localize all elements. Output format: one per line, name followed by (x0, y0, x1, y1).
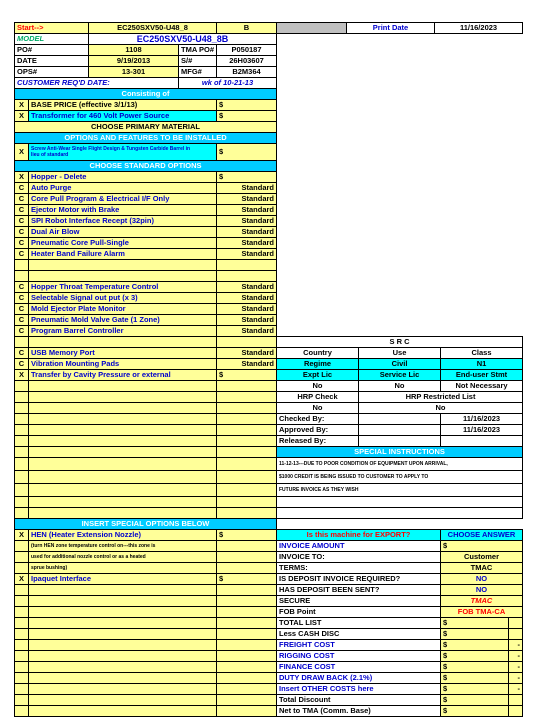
row-value: $ (217, 144, 277, 161)
cost-currency[interactable]: $ (441, 706, 509, 717)
cost-currency[interactable]: $ (441, 651, 509, 662)
src-table (14, 336, 523, 530)
cost-label: DUTY DRAW BACK (2.1%) (277, 673, 441, 684)
export-question: Is this machine for EXPORT? (277, 530, 441, 541)
date-value[interactable]: 9/19/2013 (89, 56, 179, 67)
cost-label: Net to TMA (Comm. Base) (277, 706, 441, 717)
cost-row (15, 651, 523, 662)
hrp-list-value[interactable]: No (359, 403, 523, 414)
sn-value: 26H03607 (217, 56, 277, 67)
deposit-sent-label: HAS DEPOSIT BEEN SENT? (277, 585, 441, 596)
row-value: Standard (217, 348, 277, 359)
tma-po-value: P050187 (217, 45, 277, 56)
row-value: Standard (217, 183, 277, 194)
row-value: Standard (217, 216, 277, 227)
row-value: $ (217, 172, 277, 183)
po-row (15, 45, 523, 56)
cost-row (15, 662, 523, 673)
standard-header: CHOOSE STANDARD OPTIONS (15, 161, 277, 172)
src-col-country: Country (277, 348, 359, 359)
special-line-3: FUTURE INVOICE AS THEY WISH (277, 484, 523, 497)
src-civil: Civil (359, 359, 441, 370)
row-value: Standard (217, 315, 277, 326)
ops-label: OPS# (15, 67, 89, 78)
released-by-label: Released By: (277, 436, 359, 447)
quote-sheet (14, 22, 522, 717)
hen-note-3: sprue bushing) (29, 563, 217, 574)
tma-po-label: TMA PO# (179, 45, 217, 56)
cost-row (15, 706, 523, 717)
row-label: Selectable Signal out put (x 3) (29, 293, 217, 304)
quote-table (14, 22, 523, 172)
date-label: DATE (15, 56, 89, 67)
cost-currency[interactable]: $ (441, 695, 509, 706)
hen-value: $ (217, 530, 277, 541)
model-value: EC250SXV50-U48_8B (89, 34, 277, 45)
standard-option-row (15, 172, 523, 183)
row-mark[interactable]: C (15, 227, 29, 238)
row-value: Standard (217, 326, 277, 337)
ops-row (15, 67, 523, 78)
standard-option-row (15, 205, 523, 216)
cost-label: Insert OTHER COSTS here (277, 684, 441, 695)
date-row (15, 56, 523, 67)
standard-option-row (15, 282, 523, 293)
src-not-necessary[interactable]: Not Necessary (441, 381, 523, 392)
transformer-row (15, 111, 523, 122)
sn-label: S/# (179, 56, 217, 67)
row-label: Screw Anti-Wear Single Flight Design & Tungsten Carbide Barrel in lieu of standard (29, 144, 217, 161)
row-value: Standard (217, 238, 277, 249)
terms-label: TERMS: (277, 563, 441, 574)
print-date: 11/16/2023 (435, 23, 523, 34)
primary-material[interactable]: CHOOSE PRIMARY MATERIAL (15, 122, 277, 133)
row-value: Standard (217, 227, 277, 238)
start-code[interactable]: B (217, 23, 277, 34)
src-col-use: Use (359, 348, 441, 359)
cost-row (15, 618, 523, 629)
row-mark[interactable]: C (15, 194, 29, 205)
row-label: Hopper - Delete (29, 172, 217, 183)
row-label: Auto Purge (29, 183, 217, 194)
ops-value[interactable]: 13-301 (89, 67, 179, 78)
req-date-value: wk of 10-21-13 (179, 78, 277, 89)
src-class-val: N1 (441, 359, 523, 370)
cost-currency[interactable]: $ (441, 662, 509, 673)
base-price-row (15, 100, 523, 111)
cost-label: RIGGING COST (277, 651, 441, 662)
ipaquet-value: $ (217, 574, 277, 585)
row-mark[interactable]: C (15, 304, 29, 315)
row-label: Ejector Motor with Brake (29, 205, 217, 216)
row-mark[interactable]: C (15, 359, 29, 370)
standard-option-row (15, 227, 523, 238)
special-line-1: 11-12-13---DUE TO POOR CONDITION OF EQUIPMENT UPON ARRIVAL, (277, 458, 523, 471)
insert-header: INSERT SPECIAL OPTIONS BELOW (15, 519, 277, 530)
standard-option-row (15, 216, 523, 227)
hrp-list-label: HRP Restricted List (359, 392, 523, 403)
row-mark[interactable]: C (15, 326, 29, 337)
invoice-table (14, 529, 523, 717)
model-row (15, 34, 523, 45)
row-value: Standard (217, 359, 277, 370)
row-mark[interactable]: X (15, 172, 29, 183)
row-label: Pneumatic Core Pull-Single (29, 238, 217, 249)
cost-currency[interactable]: $ (441, 684, 509, 695)
row-mark[interactable]: X (15, 100, 29, 111)
cost-currency[interactable]: $ (441, 629, 509, 640)
start-row (15, 23, 523, 34)
row-mark[interactable]: C (15, 315, 29, 326)
invoice-to-value[interactable]: Customer (441, 552, 523, 563)
row-value: Standard (217, 304, 277, 315)
src-regime: Regime (277, 359, 359, 370)
fob-value[interactable]: FOB TMA-CA (441, 607, 523, 618)
row-value: Standard (217, 282, 277, 293)
cost-dash: - (509, 662, 523, 673)
row-label: Pneumatic Mold Valve Gate (1 Zone) (29, 315, 217, 326)
deposit-sent-value[interactable]: NO (441, 585, 523, 596)
row-value: $ (217, 370, 277, 381)
deposit-req-value[interactable]: NO (441, 574, 523, 585)
row-value: $ (217, 111, 277, 122)
src-enduser: End-user Stmt (441, 370, 523, 381)
row-label: Vibration Mounting Pads (29, 359, 217, 370)
start-label: Start--> (15, 23, 89, 34)
terms-value[interactable]: TMAC (441, 563, 523, 574)
standard-option-row (15, 183, 523, 194)
secure-value[interactable]: TMAC (441, 596, 523, 607)
row-mark[interactable]: C (15, 282, 29, 293)
row-value: Standard (217, 249, 277, 260)
row-value: $ (217, 100, 277, 111)
cost-dash: - (509, 673, 523, 684)
ipaquet-label: Ipaquet Interface (29, 574, 217, 585)
cost-dash: - (509, 651, 523, 662)
row-label: Hopper Throat Temperature Control (29, 282, 217, 293)
standard-option-row (15, 194, 523, 205)
cost-row (15, 640, 523, 651)
standard-option-row (15, 326, 523, 337)
cost-label: TOTAL LIST (277, 618, 441, 629)
checked-by-label: Checked By: (277, 414, 359, 425)
standard-option-row (15, 315, 523, 326)
req-date-row (15, 78, 523, 89)
cost-dash (509, 706, 523, 717)
row-label: Transfer by Cavity Pressure or external (29, 370, 217, 381)
row-label: Mold Ejector Plate Monitor (29, 304, 217, 315)
row-label: Heater Band Failure Alarm (29, 249, 217, 260)
approved-date: 11/16/2023 (441, 425, 523, 436)
row-value: Standard (217, 293, 277, 304)
hen-label: HEN (Heater Extension Nozzle) (29, 530, 217, 541)
secure-label: SECURE (277, 596, 441, 607)
cost-dash: - (509, 684, 523, 695)
standard-option-row (15, 249, 523, 260)
row-label: Program Barrel Controller (29, 326, 217, 337)
src-col-class: Class (441, 348, 523, 359)
consisting-header: Consisting of (15, 89, 277, 100)
src-title: S R C (277, 337, 523, 348)
standard-option-row (15, 304, 523, 315)
hrp-check-value[interactable]: No (277, 403, 359, 414)
req-date-label: CUSTOMER REQ'D DATE: (15, 78, 179, 89)
row-mark[interactable]: C (15, 216, 29, 227)
cost-label: FINANCE COST (277, 662, 441, 673)
row-label: SPI Robot Interface Recept (32pin) (29, 216, 217, 227)
cost-dash (509, 629, 523, 640)
cost-row (15, 695, 523, 706)
row-mark[interactable]: X (15, 574, 29, 585)
row-mark[interactable]: C (15, 249, 29, 260)
hen-note-2: used for additional nozzle control or as a heated (29, 552, 217, 563)
cost-dash (509, 695, 523, 706)
special-instructions-header: SPECIAL INSTRUCTIONS (277, 447, 523, 458)
row-label: Transformer for 460 Volt Power Source (29, 111, 217, 122)
model-label: MODEL (15, 34, 89, 45)
standard-table (14, 171, 523, 337)
options-header: OPTIONS AND FEATURES TO BE INSTALLED (15, 133, 277, 144)
row-value: Standard (217, 205, 277, 216)
row-label: Core Pull Program & Electrical I/F Only (29, 194, 217, 205)
row-mark[interactable]: X (15, 144, 29, 161)
cost-label: FREIGHT COST (277, 640, 441, 651)
invoice-to-label: INVOICE TO: (277, 552, 441, 563)
row-mark[interactable]: X (15, 111, 29, 122)
row-mark[interactable]: C (15, 293, 29, 304)
src-no-2[interactable]: No (359, 381, 441, 392)
export-answer[interactable]: CHOOSE ANSWER (441, 530, 523, 541)
cost-row (15, 629, 523, 640)
print-date-label: Print Date (347, 23, 435, 34)
row-mark[interactable]: X (15, 530, 29, 541)
mfg-value: B2M364 (217, 67, 277, 78)
cost-label: Total Discount (277, 695, 441, 706)
approved-by-label: Approved By: (277, 425, 359, 436)
invoice-amount-value[interactable]: $ (441, 541, 523, 552)
fob-label: FOB Point (277, 607, 441, 618)
cost-label: Less CASH DISC (277, 629, 441, 640)
src-service-lic: Service Lic (359, 370, 441, 381)
cost-row (15, 673, 523, 684)
row-label: Dual Air Blow (29, 227, 217, 238)
row-mark[interactable]: C (15, 238, 29, 249)
row-value: Standard (217, 194, 277, 205)
deposit-req-label: IS DEPOSIT INVOICE REQUIRED? (277, 574, 441, 585)
screw-row (15, 144, 523, 161)
row-mark[interactable]: C (15, 348, 29, 359)
checked-date: 11/16/2023 (441, 414, 523, 425)
cost-currency[interactable]: $ (441, 640, 509, 651)
cost-currency[interactable]: $ (441, 673, 509, 684)
standard-option-row (15, 293, 523, 304)
hen-note-1: (turn HEN zone temperature control on---this zone is (29, 541, 217, 552)
mfg-label: MFG# (179, 67, 217, 78)
po-value[interactable]: 1108 (89, 45, 179, 56)
cost-row (15, 684, 523, 695)
row-mark[interactable]: C (15, 183, 29, 194)
cost-dash (509, 618, 523, 629)
standard-option-row (15, 238, 523, 249)
cost-dash: - (509, 640, 523, 651)
invoice-amount-label: INVOICE AMOUNT (277, 541, 441, 552)
row-label: BASE PRICE (effective 3/1/13) (29, 100, 217, 111)
hrp-check-label: HRP Check (277, 392, 359, 403)
po-label: PO# (15, 45, 89, 56)
row-label: USB Memory Port (29, 348, 217, 359)
start-value[interactable]: EC250SXV50-U48_8 (89, 23, 217, 34)
src-no-1[interactable]: No (277, 381, 359, 392)
special-line-2: $1000 CREDIT IS BEING ISSUED TO CUSTOMER TO APPLY TO (277, 471, 523, 484)
row-mark[interactable]: C (15, 205, 29, 216)
src-expt-lic: Expt Lic (277, 370, 359, 381)
row-mark[interactable]: X (15, 370, 29, 381)
cost-currency[interactable]: $ (441, 618, 509, 629)
